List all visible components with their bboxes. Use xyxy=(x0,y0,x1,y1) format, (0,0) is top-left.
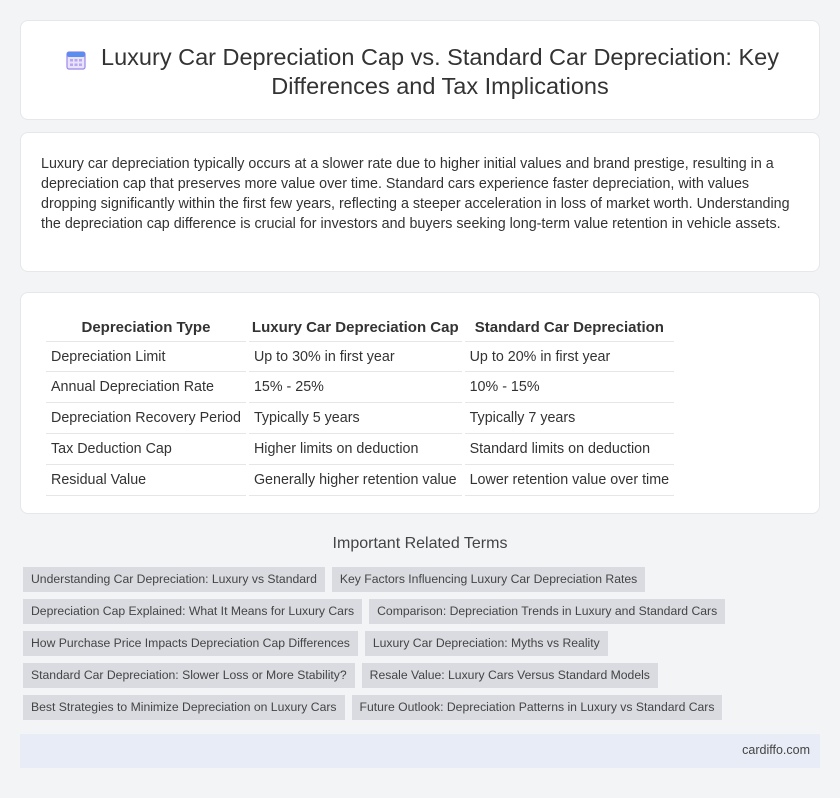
table-cell: Annual Depreciation Rate xyxy=(46,372,246,403)
table-row xyxy=(46,403,674,434)
table-cell: Lower retention value over time xyxy=(465,465,674,496)
comparison-table xyxy=(43,315,677,496)
table-cell: Tax Deduction Cap xyxy=(46,434,246,465)
table-cell: Generally higher retention value xyxy=(249,465,462,496)
table-row xyxy=(46,372,674,403)
table-cell: Standard limits on deduction xyxy=(465,434,674,465)
table-cell: Residual Value xyxy=(46,465,246,496)
related-term-link[interactable]: Standard Car Depreciation: Slower Loss or More Stability? xyxy=(23,663,355,688)
table-row xyxy=(46,341,674,372)
intro-paragraph: Luxury car depreciation typically occurs at a slower rate due to higher initial values and brand prestige, resulting in a depreciation cap that preserves more value over time. Standard cars experience faster depreciation, with values dropping significantly within the first few years, reflecting a steeper acceleration in loss of market worth. Understanding the depreciation cap difference is crucial for investors and buyers seeking long-term value retention in vehicle assets. xyxy=(41,156,790,232)
related-term-link[interactable]: Best Strategies to Minimize Depreciation on Luxury Cars xyxy=(23,695,345,720)
table-row xyxy=(46,434,674,465)
column-header: Standard Car Depreciation xyxy=(474,319,664,336)
related-term-link[interactable]: How Purchase Price Impacts Depreciation Cap Differences xyxy=(23,631,358,656)
table-cell: Depreciation Limit xyxy=(46,341,246,372)
page-title: Luxury Car Depreciation Cap vs. Standard Car Depreciation: Key Differences and Tax Implications xyxy=(101,44,779,99)
table-row xyxy=(46,465,674,496)
related-terms-list xyxy=(23,567,823,727)
table-cell: Depreciation Recovery Period xyxy=(46,403,246,434)
column-header: Depreciation Type xyxy=(81,319,211,336)
related-term-link[interactable]: Comparison: Depreciation Trends in Luxury and Standard Cars xyxy=(369,599,725,624)
table-cell: Up to 30% in first year xyxy=(249,341,462,372)
table-cell: Typically 5 years xyxy=(249,403,462,434)
table-cell: 15% - 25% xyxy=(249,372,462,403)
related-term-link[interactable]: Key Factors Influencing Luxury Car Depreciation Rates xyxy=(332,567,645,592)
related-term-link[interactable]: Future Outlook: Depreciation Patterns in Luxury vs Standard Cars xyxy=(352,695,723,720)
comparison-table-card xyxy=(20,292,820,514)
related-term-link[interactable]: Resale Value: Luxury Cars Versus Standard Models xyxy=(362,663,658,688)
footer-site-name[interactable]: cardiffo.com xyxy=(742,743,810,757)
related-term-link[interactable]: Understanding Car Depreciation: Luxury vs Standard xyxy=(23,567,325,592)
column-header: Luxury Car Depreciation Cap xyxy=(251,319,459,336)
header-card xyxy=(20,20,820,120)
table-cell: Up to 20% in first year xyxy=(465,341,674,372)
table-cell: Typically 7 years xyxy=(465,403,674,434)
table-cell: 10% - 15% xyxy=(465,372,674,403)
footer xyxy=(20,734,820,768)
intro-card xyxy=(20,132,820,272)
related-term-link[interactable]: Depreciation Cap Explained: What It Means for Luxury Cars xyxy=(23,599,362,624)
table-cell: Higher limits on deduction xyxy=(249,434,462,465)
table-header-row xyxy=(46,315,674,341)
related-term-link[interactable]: Luxury Car Depreciation: Myths vs Reality xyxy=(365,631,608,656)
related-terms-heading: Important Related Terms xyxy=(332,535,508,552)
